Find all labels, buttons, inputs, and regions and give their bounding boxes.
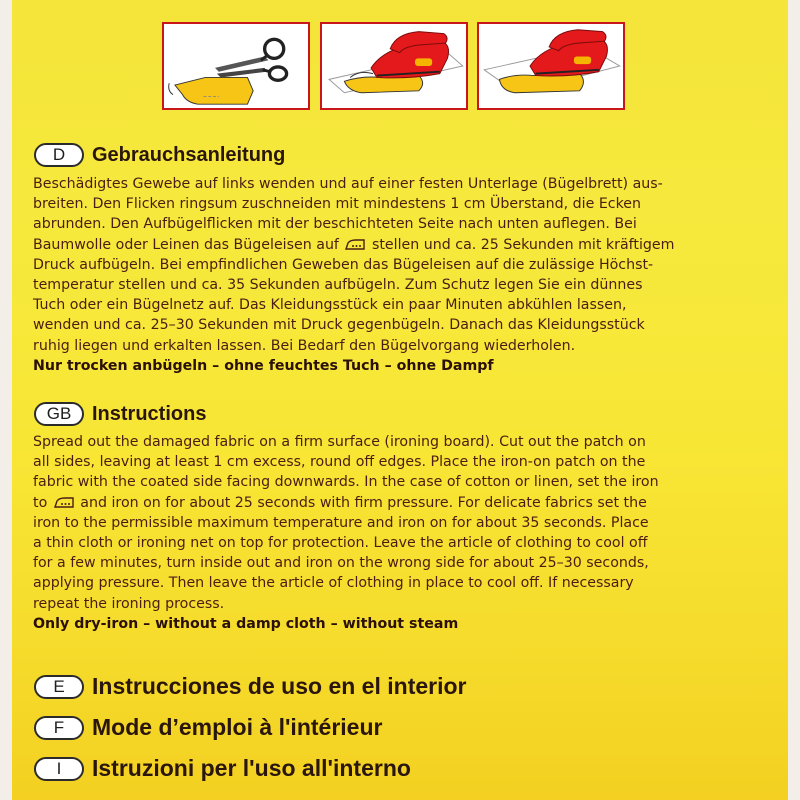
language-badge-fr: F xyxy=(34,716,84,740)
section-header-gb xyxy=(34,402,206,426)
iron-icon xyxy=(479,24,623,108)
text-line xyxy=(33,493,773,513)
text-fragment: stellen und ca. 25 Sekunden mit kräftigem xyxy=(371,236,675,253)
page-margin-right xyxy=(788,0,800,800)
text-line: ruhig liegen und erkalten lassen. Bei Bedarf den Bügelvorgang wiederholen. xyxy=(33,337,576,354)
step-press-iron xyxy=(477,22,625,110)
step-cut-patch xyxy=(162,22,310,110)
text-fragment: and iron on for about 25 seconds with firm pressure. For delicate fabrics set the xyxy=(80,494,647,511)
text-line: Beschädigtes Gewebe auf links wenden und auf einer festen Unterlage (Bügelbrett) aus- xyxy=(33,176,663,192)
scissors-icon xyxy=(164,24,308,108)
text-line: for a few minutes, turn inside out and iron on the wrong side for about 25–30 seconds, xyxy=(33,555,649,572)
text-line: repeat the ironing process. xyxy=(33,595,225,612)
text-line: applying pressure. Then leave the article of clothing in place to cool off. If necessary xyxy=(33,575,634,592)
section-title-es: Instrucciones de uso en el interior xyxy=(92,673,467,699)
section-title-it: Istruzioni per l'uso all'interno xyxy=(92,755,411,781)
section-header-es xyxy=(34,673,466,700)
section-header-de xyxy=(34,143,285,167)
section-title-de: Gebrauchsanleitung xyxy=(92,143,286,166)
text-line: iron to the permissible maximum temperature and iron on for about 35 seconds. Place xyxy=(33,514,649,531)
text-line: breiten. Den Flicken ringsum zuschneiden mit mindestens 1 cm Überstand, die Ecken xyxy=(33,196,642,213)
text-fragment: Baumwolle oder Leinen das Bügeleisen auf xyxy=(33,236,339,253)
text-fragment: to xyxy=(33,494,48,511)
text-line: wenden und ca. 25–30 Sekunden mit Druck gegenbügeln. Danach das Kleidungsstück xyxy=(33,317,645,334)
section-header-it xyxy=(34,755,411,782)
language-badge-de: D xyxy=(34,143,84,167)
warning-text-gb: Only dry-iron – without a damp cloth – without steam xyxy=(33,615,459,632)
text-line xyxy=(33,235,773,255)
section-body-gb xyxy=(33,432,773,634)
text-line: abrunden. Den Aufbügelflicken mit der beschichteten Seite nach unten auflegen. Bei xyxy=(33,216,637,233)
text-line: fabric with the coated side facing downwards. In the case of cotton or linen, set the iron xyxy=(33,474,659,491)
text-line: Tuch oder ein Bügelnetz auf. Das Kleidungsstück ein paar Minuten abkühlen lassen, xyxy=(33,297,627,314)
page-margin-left xyxy=(0,0,12,800)
iron-temperature-icon xyxy=(53,496,75,509)
language-badge-gb: GB xyxy=(34,402,84,426)
iron-icon xyxy=(322,24,466,108)
section-header-fr xyxy=(34,714,382,741)
text-line: Spread out the damaged fabric on a firm surface (ironing board). Cut out the patch on xyxy=(33,434,646,450)
section-title-fr: Mode d’emploi à l'intérieur xyxy=(92,714,383,740)
warning-text-de: Nur trocken anbügeln – ohne feuchtes Tuch – ohne Dampf xyxy=(33,357,494,374)
text-line: a thin cloth or ironing net on top for protection. Leave the article of clothing to cool off xyxy=(33,535,648,552)
language-badge-it: I xyxy=(34,757,84,781)
section-body-de xyxy=(33,174,773,376)
text-line: temperatur stellen und ca. 35 Sekunden aufbügeln. Zum Schutz legen Sie ein dünnes xyxy=(33,277,643,294)
text-line: all sides, leaving at least 1 cm excess, round off edges. Place the iron-on patch on the xyxy=(33,454,646,471)
language-badge-es: E xyxy=(34,675,84,699)
step-place-iron xyxy=(320,22,468,110)
iron-temperature-icon xyxy=(344,238,366,251)
section-title-gb: Instructions xyxy=(92,402,207,425)
text-line: Druck aufbügeln. Bei empfindlichen Geweben das Bügeleisen auf die zulässige Höchst- xyxy=(33,256,654,273)
